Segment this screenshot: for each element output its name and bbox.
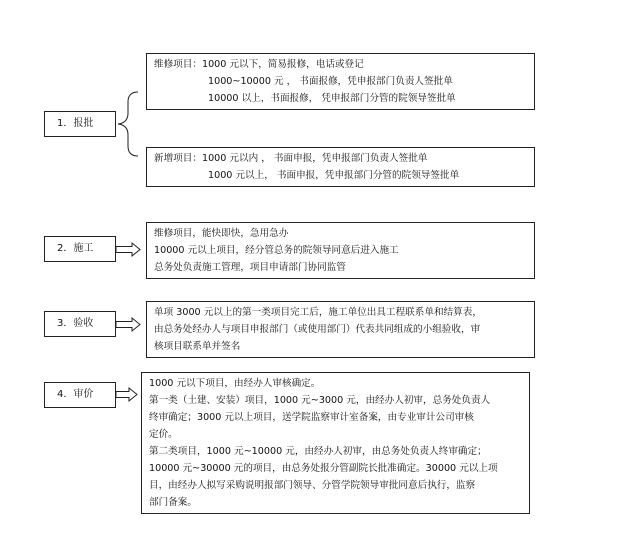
acceptance-line-2: 由总务处经办人与项目申报部门（或使用部门）代表共同组成的小组验收，审 (154, 324, 481, 335)
arrow-icon-3 (116, 318, 140, 331)
pricing-line-4: 定价。 (149, 429, 178, 440)
pricing-line-5: 第二类项目，1000 元~10000 元，由经办人初审，由总务处负责人终审确定； (149, 446, 487, 457)
approval-new-box (146, 147, 535, 187)
arrow-icon-4 (116, 388, 137, 401)
construction-line-1: 维修项目，能快即快，急用急办 (154, 228, 289, 239)
pricing-line-7: 目，由经办人拟写采购说明报部门领导、分管学院领导审批同意后执行，监察 (149, 480, 476, 491)
step-acceptance-label: 3．验收 (57, 318, 94, 329)
new-line-1: 新增项目：1000 元以内 ， 书面申报，凭申报部门负责人签批单 (154, 153, 428, 164)
repair-line-1: 维修项目：1000 元以下，简易报修，电话或登记 (154, 59, 364, 70)
repair-line-2: 1000~10000 元 ， 书面报修，凭申报部门负责人签批单 (208, 76, 453, 87)
acceptance-line-3: 核项目联系单并签名 (154, 341, 241, 352)
curly-brace (118, 92, 138, 156)
construction-box (146, 222, 535, 279)
pricing-line-2: 第一类（土建、安装）项目，1000 元~3000 元，由经办人初审，总务处负责人 (149, 395, 491, 406)
pricing-box (141, 372, 530, 514)
step-pricing-label: 4．审价 (57, 389, 94, 400)
arrow-icon-2 (116, 243, 140, 256)
step-construction (44, 236, 116, 262)
step-pricing (44, 382, 116, 408)
approval-repair-box (146, 53, 535, 110)
acceptance-line-1: 单项 3000 元以上的第一类项目完工后，施工单位出具工程联系单和结算表， (154, 307, 482, 318)
step-approval-label: 1．报批 (57, 118, 94, 129)
new-line-2: 1000 元以上， 书面申报，凭申报部门分管的院领导签批单 (208, 170, 460, 181)
construction-line-3: 总务处负责施工管理，项目申请部门协同监管 (154, 262, 346, 273)
acceptance-box (146, 301, 535, 358)
step-construction-label: 2．施工 (57, 243, 94, 254)
step-approval (44, 111, 116, 137)
construction-line-2: 10000 元以上项目，经分管总务的院领导同意后进入施工 (154, 245, 399, 256)
pricing-line-6: 10000 元~30000 元的项目，由总务处报分管副院长批准确定。30000 元以上项 (149, 463, 498, 474)
pricing-line-3: 终审确定；3000 元以上项目，送学院监察审计室备案，由专业审计公司审核 (149, 412, 474, 423)
step-acceptance (44, 311, 116, 337)
repair-line-3: 10000 以上，书面报修， 凭申报部门分管的院领导签批单 (208, 93, 456, 104)
pricing-line-1: 1000 元以下项目，由经办人审核确定。 (149, 378, 321, 389)
pricing-line-8: 部门备案。 (149, 497, 197, 508)
